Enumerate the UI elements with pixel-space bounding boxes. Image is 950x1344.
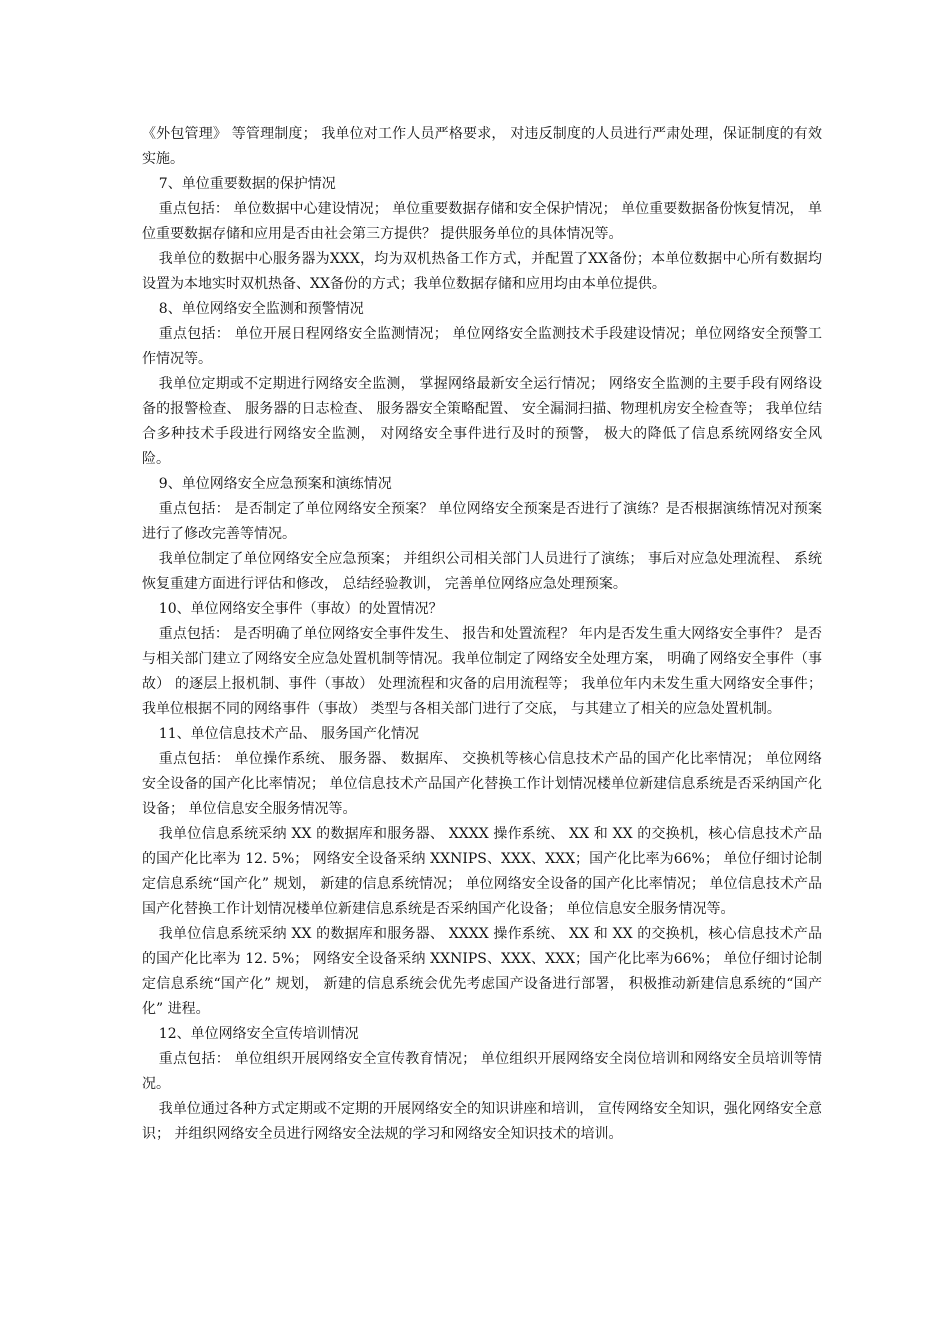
body-paragraph: 重点包括： 单位组织开展网络安全宣传教育情况； 单位组织开展网络安全岗位培训和网络安全员培训等情况。: [142, 1051, 822, 1092]
body-paragraph: 重点包括： 单位开展日程网络安全监测情况； 单位网络安全监测技术手段建设情况；单位网络安全预警工作情况等。: [142, 326, 822, 367]
body-paragraph: 我单位定期或不定期进行网络安全监测， 掌握网络最新安全运行情况； 网络安全监测的主要手段有网络设备的报警检查、 服务器的日志检查、 服务器安全策略配置、 安全漏洞扫描、物理机房安全检查等； 我单位结合多种技术手段进行网络安全监测， 对网络安全事件进行及时的预警， 极大的降低了信息系统网络安全风险。: [142, 376, 822, 467]
body-paragraph: 重点包括： 单位数据中心建设情况； 单位重要数据存储和安全保护情况； 单位重要数据备份恢复情况， 单位重要数据存储和应用是否由社会第三方提供？ 提供服务单位的具体情况等。: [142, 201, 822, 242]
body-paragraph: 重点包括： 是否明确了单位网络安全事件发生、 报告和处置流程？ 年内是否发生重大网络安全事件？ 是否与相关部门建立了网络安全应急处置机制等情况。我单位制定了网络安全处理方案， 明确了网络安全事件（事故） 的逐层上报机制、事件（事故） 处理流程和灾备的启用流程等； 我单位年内未发生重大网络安全事件； 我单位根据不同的网络事件（事故） 类型与各相关部门进行了交底， 与其建立了相关的应急处置机制。: [142, 626, 822, 717]
section-heading-12: 12、单位网络安全宣传培训情况: [158, 1026, 359, 1042]
section-heading-11: 11、单位信息技术产品、 服务国产化情况: [158, 726, 420, 742]
body-paragraph: 我单位的数据中心服务器为XXX，均为双机热备工作方式，并配置了XX备份；本单位数据中心所有数据均设置为本地实时双机热备、XX备份的方式；我单位数据存储和应用均由本单位提供。: [142, 251, 822, 292]
body-paragraph: 我单位通过各种方式定期或不定期的开展网络安全的知识讲座和培训， 宣传网络安全知识，强化网络安全意识； 并组织网络安全员进行网络安全法规的学习和网络安全知识技术的培训。: [142, 1101, 822, 1142]
body-paragraph: 重点包括： 单位操作系统、 服务器、 数据库、 交换机等核心信息技术产品的国产化比率情况； 单位网络安全设备的国产化比率情况； 单位信息技术产品国产化替换工作计划情况楼单位新建信息系统是否采纳国产化设备； 单位信息安全服务情况等。: [142, 751, 822, 817]
section-heading-9: 9、单位网络安全应急预案和演练情况: [158, 476, 392, 492]
body-paragraph: 重点包括： 是否制定了单位网络安全预案？ 单位网络安全预案是否进行了演练？是否根据演练情况对预案进行了修改完善等情况。: [142, 501, 822, 542]
document-page: [142, 122, 822, 1147]
body-paragraph: 我单位信息系统采纳 XX 的数据库和服务器、 XXXX 操作系统、 XX 和 XX 的交换机，核心信息技术产品的国产化比率为 12. 5%； 网络安全设备采纳 XXNIPS、XXX、XXX；国产化比率为66%； 单位仔细讨论制定信息系统“国产化” 规划， 新建的信息系统情况； 单位网络安全设备的国产化比率情况； 单位信息技术产品国产化替换工作计划情况楼单位新建信息系统是否采纳国产化设备； 单位信息安全服务情况等。: [142, 826, 822, 917]
section-heading-7: 7、单位重要数据的保护情况: [158, 176, 336, 192]
section-heading-8: 8、单位网络安全监测和预警情况: [158, 301, 364, 317]
body-paragraph-continued: 《外包管理》 等管理制度； 我单位对工作人员严格要求， 对违反制度的人员进行严肃处理，保证制度的有效实施。: [142, 126, 822, 167]
body-paragraph: 我单位制定了单位网络安全应急预案； 并组织公司相关部门人员进行了演练； 事后对应急处理流程、 系统恢复重建方面进行评估和修改， 总结经验教训， 完善单位网络应急处理预案。: [142, 551, 822, 592]
body-paragraph: 我单位信息系统采纳 XX 的数据库和服务器、 XXXX 操作系统、 XX 和 XX 的交换机，核心信息技术产品的国产化比率为 12. 5%； 网络安全设备采纳 XXNIPS、XXX、XXX；国产化比率为66%； 单位仔细讨论制定信息系统“国产化” 规划， 新建的信息系统会优先考虑国产设备进行部署， 积极推动新建信息系统的“国产化” 进程。: [142, 926, 822, 1017]
section-heading-10: 10、单位网络安全事件（事故）的处置情况？: [158, 601, 443, 617]
